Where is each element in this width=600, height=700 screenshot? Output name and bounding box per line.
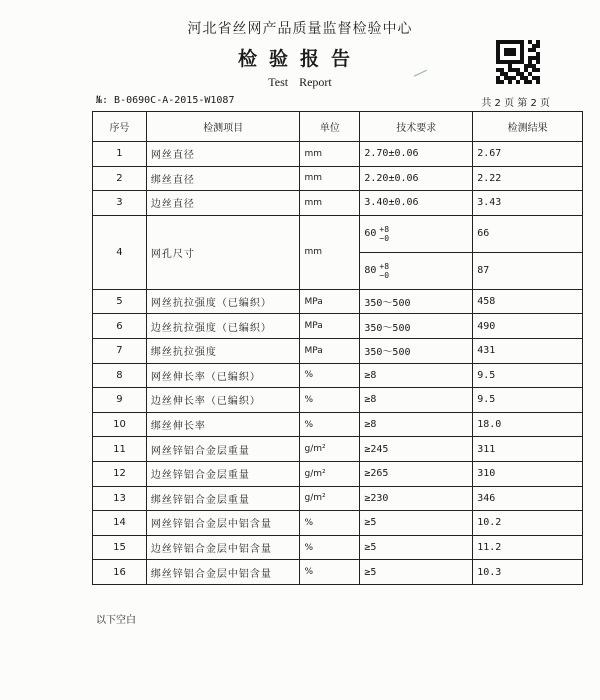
cell-requirement: 350～500 [360, 314, 473, 339]
cell-result: 310 [473, 461, 583, 486]
tolerance-base: 80 [364, 265, 377, 277]
cell-unit: % [300, 535, 360, 560]
cell-seq: 15 [93, 535, 147, 560]
cell-item: 网丝锌铝合金层重量 [146, 437, 300, 462]
cell-requirement: 2.20±0.06 [360, 166, 473, 191]
cell-unit: MPa [300, 338, 360, 363]
table-row [93, 314, 583, 339]
cell-item: 网丝伸长率（已编织） [146, 363, 300, 388]
cell-seq: 4 [93, 215, 147, 289]
page-info: 共 2 页 第 2 页 [481, 98, 550, 109]
cell-seq: 12 [93, 461, 147, 486]
cell-result: 2.22 [473, 166, 583, 191]
cell-requirement: ≥245 [360, 437, 473, 462]
table-row [93, 191, 583, 216]
cell-requirement: ≥8 [360, 412, 473, 437]
cell-unit: MPa [300, 289, 360, 314]
cell-item: 绑丝抗拉强度 [146, 338, 300, 363]
cell-result: 311 [473, 437, 583, 462]
cell-item: 边丝锌铝合金层中铝含量 [146, 535, 300, 560]
cell-item: 绑丝直径 [146, 166, 300, 191]
cell-item: 绑丝锌铝合金层中铝含量 [146, 560, 300, 585]
tolerance-limits [379, 225, 389, 243]
cell-item: 边丝锌铝合金层重量 [146, 461, 300, 486]
table-row [93, 535, 583, 560]
tolerance-minus: −0 [379, 270, 390, 280]
cell-result: 458 [473, 289, 583, 314]
table-row [93, 289, 583, 314]
cell-result: 66 [473, 215, 583, 252]
cell-requirement: ≥265 [360, 461, 473, 486]
cell-result: 431 [473, 338, 583, 363]
cell-seq: 13 [93, 486, 147, 511]
table-row [93, 461, 583, 486]
cell-seq: 2 [93, 166, 147, 191]
cell-seq: 5 [93, 289, 147, 314]
cell-requirement: 3.40±0.06 [360, 191, 473, 216]
cell-requirement: 350～500 [360, 289, 473, 314]
cell-unit: % [300, 388, 360, 413]
cell-seq: 7 [93, 338, 147, 363]
cell-seq: 1 [93, 142, 147, 167]
cell-requirement: ≥8 [360, 388, 473, 413]
cell-result: 10.2 [473, 511, 583, 536]
table-row [93, 142, 583, 167]
cell-unit: % [300, 363, 360, 388]
cell-unit: % [300, 560, 360, 585]
cell-unit: g/m² [300, 461, 360, 486]
cell-result: 490 [473, 314, 583, 339]
cell-seq: 14 [93, 511, 147, 536]
cell-seq: 8 [93, 363, 147, 388]
table-row [93, 437, 583, 462]
table-row [93, 363, 583, 388]
table-body [93, 142, 583, 585]
cell-requirement: ≥5 [360, 535, 473, 560]
cell-requirement [360, 252, 473, 289]
cell-unit: mm [300, 215, 360, 289]
cell-seq: 9 [93, 388, 147, 413]
table-row [93, 388, 583, 413]
cell-unit: g/m² [300, 486, 360, 511]
cell-item: 绑丝伸长率 [146, 412, 300, 437]
cell-requirement: ≥5 [360, 560, 473, 585]
report-title-en: Test Report [268, 75, 332, 89]
cell-result: 9.5 [473, 388, 583, 413]
header-result: 检测结果 [473, 112, 583, 142]
header-item: 检测项目 [146, 112, 300, 142]
cell-unit: MPa [300, 314, 360, 339]
header-unit: 单位 [300, 112, 360, 142]
report-number: №: B-0690C-A-2015-W1087 [96, 95, 235, 106]
cell-item: 网丝直径 [146, 142, 300, 167]
cell-unit: % [300, 511, 360, 536]
table-row [93, 215, 583, 252]
tolerance-minus: −0 [379, 233, 390, 243]
cell-item: 边丝抗拉强度（已编织） [146, 314, 300, 339]
cell-item: 绑丝锌铝合金层重量 [146, 486, 300, 511]
table-row [93, 166, 583, 191]
table-row [93, 412, 583, 437]
organization-name: 河北省丝网产品质量监督检验中心 [187, 21, 413, 37]
cell-unit: % [300, 412, 360, 437]
cell-result: 87 [473, 252, 583, 289]
cell-result: 11.2 [473, 535, 583, 560]
cell-requirement: 350～500 [360, 338, 473, 363]
cell-unit: mm [300, 191, 360, 216]
table-row [93, 511, 583, 536]
cell-result: 18.0 [473, 412, 583, 437]
tolerance-plus: +8 [379, 224, 390, 234]
cell-result: 10.3 [473, 560, 583, 585]
cell-item: 网丝抗拉强度（已编织） [146, 289, 300, 314]
cell-seq: 6 [93, 314, 147, 339]
cell-item: 边丝直径 [146, 191, 300, 216]
cell-seq: 3 [93, 191, 147, 216]
cell-seq: 16 [93, 560, 147, 585]
cell-item: 网丝锌铝合金层中铝含量 [146, 511, 300, 536]
test-results-table [92, 111, 583, 585]
cell-unit: mm [300, 166, 360, 191]
tolerance-value [364, 262, 389, 280]
table-row [93, 338, 583, 363]
cell-unit: g/m² [300, 437, 360, 462]
cell-requirement: 2.70±0.06 [360, 142, 473, 167]
table-header-row [93, 112, 583, 142]
cell-seq: 10 [93, 412, 147, 437]
cell-requirement: ≥5 [360, 511, 473, 536]
header-requirement: 技术要求 [360, 112, 473, 142]
table-row [93, 486, 583, 511]
footer-note: 以下空白 [96, 615, 136, 626]
cell-item: 边丝伸长率（已编织） [146, 388, 300, 413]
cell-requirement: ≥230 [360, 486, 473, 511]
cell-unit: mm [300, 142, 360, 167]
tolerance-base: 60 [364, 228, 377, 240]
report-title-cn: 检验报告 [237, 48, 362, 70]
header-seq: 序号 [93, 112, 147, 142]
tolerance-plus: +8 [379, 261, 390, 271]
cell-seq: 11 [93, 437, 147, 462]
cell-result: 9.5 [473, 363, 583, 388]
cell-requirement: ≥8 [360, 363, 473, 388]
cell-result: 3.43 [473, 191, 583, 216]
cell-result: 2.67 [473, 142, 583, 167]
cell-requirement [360, 215, 473, 252]
cell-result: 346 [473, 486, 583, 511]
table-row [93, 560, 583, 585]
cell-item: 网孔尺寸 [146, 215, 300, 289]
tolerance-value [364, 225, 389, 243]
qr-code-icon [496, 40, 540, 84]
tolerance-limits [379, 262, 389, 280]
